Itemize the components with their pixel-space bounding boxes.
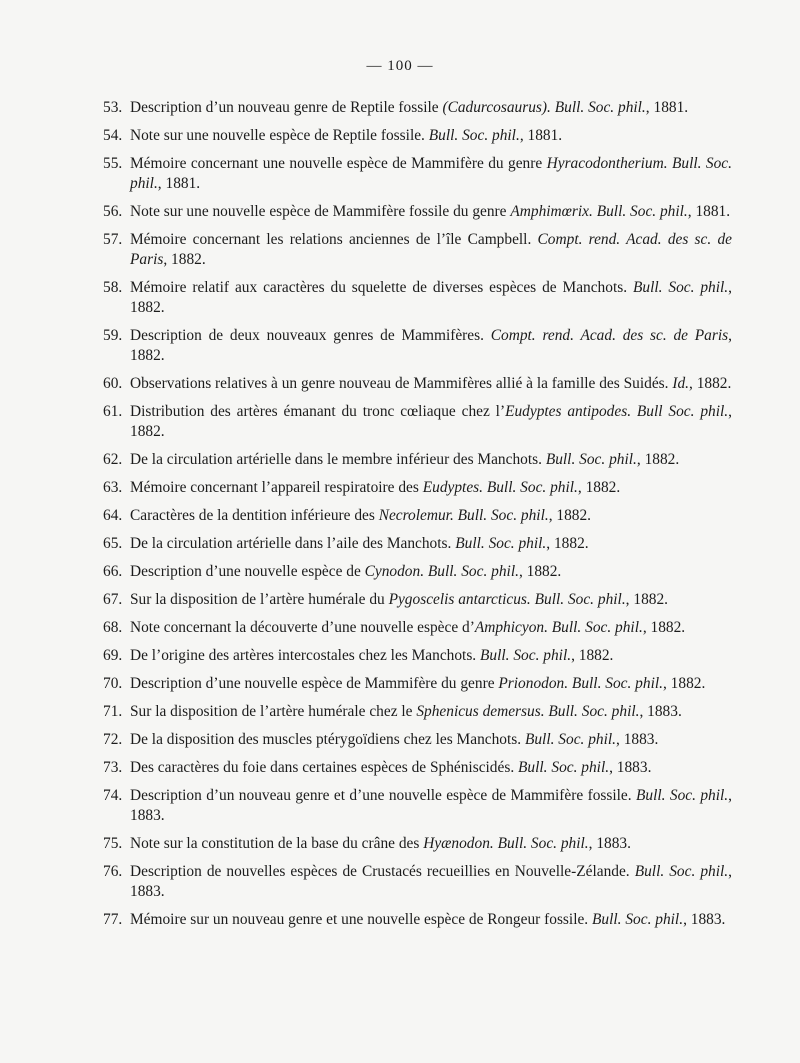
entry-year: , 1883.: [609, 759, 652, 776]
entry-year: , 1883.: [130, 863, 732, 900]
bibliography-entry: [103, 910, 732, 930]
bibliography-entry: [103, 506, 732, 526]
entry-year: , 1883.: [130, 787, 732, 824]
bibliography-entry: [103, 862, 732, 902]
entry-text: Mémoire sur un nouveau genre et une nouvelle espèce de Rongeur fossile.: [130, 911, 592, 928]
entry-source: Eudyptes antipodes. Bull Soc. phil.: [505, 403, 729, 420]
entry-source: Compt. rend. Acad. des sc. de Paris: [130, 231, 732, 268]
entry-number: 60.: [103, 375, 123, 392]
entry-year: , 1883.: [639, 703, 682, 720]
entry-text: Mémoire concernant les relations anciennes de l’île Campbell.: [130, 231, 538, 248]
entry-year: , 1882.: [636, 451, 680, 468]
entry-year: , 1882.: [577, 479, 621, 496]
entry-year: , 1882.: [548, 507, 592, 524]
entry-number: 73.: [103, 759, 123, 776]
entry-number: 61.: [103, 403, 123, 420]
entry-year: , 1883.: [683, 911, 726, 928]
entry-year: , 1882.: [130, 403, 732, 440]
entry-number: 69.: [103, 647, 123, 664]
entry-text: Caractères de la dentition inférieure des: [130, 507, 379, 524]
entry-source: Sphenicus demersus. Bull. Soc. phil.: [416, 703, 640, 720]
entry-text: Description d’une nouvelle espèce de: [130, 563, 365, 580]
entry-source: Amphimœrix. Bull. Soc. phil.: [510, 203, 688, 220]
entry-number: 77.: [103, 911, 123, 928]
entry-year: , 1881.: [157, 175, 201, 192]
entry-source: Amphicyon. Bull. Soc. phil.: [474, 619, 643, 636]
entry-number: 72.: [103, 731, 123, 748]
entry-year: , 1883.: [616, 731, 659, 748]
entry-source: Prionodon. Bull. Soc. phil.: [498, 675, 663, 692]
entry-year: , 1882.: [130, 279, 732, 316]
entry-source: Hyracodontherium. Bull. Soc. phil.: [130, 155, 732, 192]
entry-source: Bull. Soc. phil.: [428, 127, 520, 144]
entry-source: Pygoscelis antarcticus. Bull. Soc. phil.: [388, 591, 626, 608]
entry-year: , 1882.: [689, 375, 732, 392]
entry-text: Sur la disposition de l’artère humérale du: [130, 591, 389, 608]
entry-text: De la disposition des muscles ptérygoïdiens chez les Manchots.: [130, 731, 525, 748]
bibliography-entry: [103, 402, 732, 442]
bibliography-entry: [103, 618, 732, 638]
entry-year: , 1883.: [588, 835, 631, 852]
bibliography-entry: [103, 478, 732, 498]
bibliography-entry: [103, 562, 732, 582]
bibliography-entry: [103, 154, 732, 194]
entry-source: Cynodon. Bull. Soc. phil.: [364, 563, 519, 580]
entry-text: Observations relatives à un genre nouveau de Mammifères allié à la famille des Suidés.: [130, 375, 673, 392]
entry-number: 71.: [103, 703, 123, 720]
bibliography-entry: [103, 702, 732, 722]
entry-number: 70.: [103, 675, 123, 692]
entry-year: , 1882.: [130, 327, 732, 364]
entry-source: (Cadurcosaurus). Bull. Soc. phil.: [442, 99, 646, 116]
entry-source: Compt. rend. Acad. des sc. de Paris: [490, 327, 729, 344]
bibliography-entry: [103, 326, 732, 366]
entry-source: Bull. Soc. phil.: [524, 731, 617, 748]
entry-number: 64.: [103, 507, 123, 524]
bibliography-entry: [103, 450, 732, 470]
entry-number: 66.: [103, 563, 123, 580]
entry-number: 75.: [103, 835, 123, 852]
entry-text: De l’origine des artères intercostales chez les Manchots.: [130, 647, 481, 664]
entry-number: 63.: [103, 479, 123, 496]
entry-source: Bull. Soc. phil.: [455, 535, 547, 552]
bibliography-entry: [103, 98, 732, 118]
entry-number: 58.: [103, 279, 123, 296]
entry-text: Note sur une nouvelle espèce de Mammifère fossile du genre: [130, 203, 511, 220]
entry-number: 53.: [103, 99, 123, 116]
bibliography-entry: [103, 202, 732, 222]
page-number: — 100 —: [366, 58, 434, 74]
entry-source: Bull. Soc. phil.: [518, 759, 610, 776]
entry-number: 59.: [103, 327, 123, 344]
entry-year: , 1881.: [519, 127, 563, 144]
entry-year: , 1882.: [546, 535, 589, 552]
bibliography-entry: [103, 834, 732, 854]
bibliography-list: [0, 98, 800, 938]
entry-number: 56.: [103, 203, 123, 220]
bibliography-entry: [103, 730, 732, 750]
bibliography-entry: [103, 786, 732, 826]
entry-number: 76.: [103, 863, 123, 880]
entry-text: Mémoire concernant l’appareil respiratoire des: [130, 479, 423, 496]
entry-text: De la circulation artérielle dans l’aile des Manchots.: [130, 535, 456, 552]
entry-source: Bull. Soc. phil.: [545, 451, 637, 468]
entry-number: 57.: [103, 231, 123, 248]
entry-source: Necrolemur. Bull. Soc. phil.: [378, 507, 549, 524]
entry-text: Description de nouvelles espèces de Crustacés recueillies en Nouvelle-Zélande.: [130, 863, 635, 880]
bibliography-entry: [103, 374, 732, 394]
entry-text: Sur la disposition de l’artère humérale chez le: [130, 703, 417, 720]
bibliography-entry: [103, 126, 732, 146]
entry-source: Bull. Soc. phil.: [636, 787, 729, 804]
entry-year: , 1881.: [687, 203, 731, 220]
entry-text: Distribution des artères émanant du tronc cœliaque chez l’: [130, 403, 506, 420]
entry-source: Bull. Soc. phil.: [634, 863, 729, 880]
entry-text: Description d’un nouveau genre de Reptile fossile: [130, 99, 443, 116]
entry-source: Eudyptes. Bull. Soc. phil.: [422, 479, 578, 496]
entry-text: Note sur la constitution de la base du crâne des: [130, 835, 424, 852]
entry-year: , 1882.: [642, 619, 686, 636]
entry-number: 55.: [103, 155, 123, 172]
entry-year: , 1881.: [645, 99, 689, 116]
bibliography-entry: [103, 534, 732, 554]
entry-text: Note concernant la découverte d’une nouvelle espèce d’: [130, 619, 475, 636]
entry-source: Bull. Soc. phil.: [480, 647, 572, 664]
bibliography-entry: [103, 646, 732, 666]
entry-text: Mémoire relatif aux caractères du squelette de diverses espèces de Manchots.: [130, 279, 633, 296]
entry-number: 67.: [103, 591, 123, 608]
entry-number: 68.: [103, 619, 123, 636]
bibliography-entry: [103, 230, 732, 270]
entry-text: Note sur une nouvelle espèce de Reptile fossile.: [130, 127, 429, 144]
bibliography-entry: [103, 590, 732, 610]
entry-number: 54.: [103, 127, 123, 144]
entry-text: Des caractères du foie dans certaines espèces de Sphéniscidés.: [130, 759, 519, 776]
entry-year: , 1882.: [625, 591, 668, 608]
entry-year: , 1882.: [518, 563, 562, 580]
bibliography-entry: [103, 278, 732, 318]
entry-text: De la circulation artérielle dans le membre inférieur des Manchots.: [130, 451, 546, 468]
entry-source: Hyænodon. Bull. Soc. phil.: [423, 835, 589, 852]
bibliography-entry: [103, 674, 732, 694]
entry-year: , 1882.: [163, 251, 206, 268]
entry-year: , 1882.: [662, 675, 706, 692]
entry-number: 65.: [103, 535, 123, 552]
bibliography-entry: [103, 758, 732, 778]
entry-number: 74.: [103, 787, 123, 804]
entry-text: Description d’une nouvelle espèce de Mammifère du genre: [130, 675, 499, 692]
entry-text: Description de deux nouveaux genres de Mammifères.: [130, 327, 491, 344]
entry-source: Bull. Soc. phil.: [592, 911, 684, 928]
entry-year: , 1882.: [571, 647, 614, 664]
entry-text: Description d’un nouveau genre et d’une nouvelle espèce de Mammifère fossile.: [130, 787, 636, 804]
entry-number: 62.: [103, 451, 123, 468]
entry-source: Id.: [672, 375, 690, 392]
entry-text: Mémoire concernant une nouvelle espèce de Mammifère du genre: [130, 155, 547, 172]
entry-source: Bull. Soc. phil.: [632, 279, 729, 296]
